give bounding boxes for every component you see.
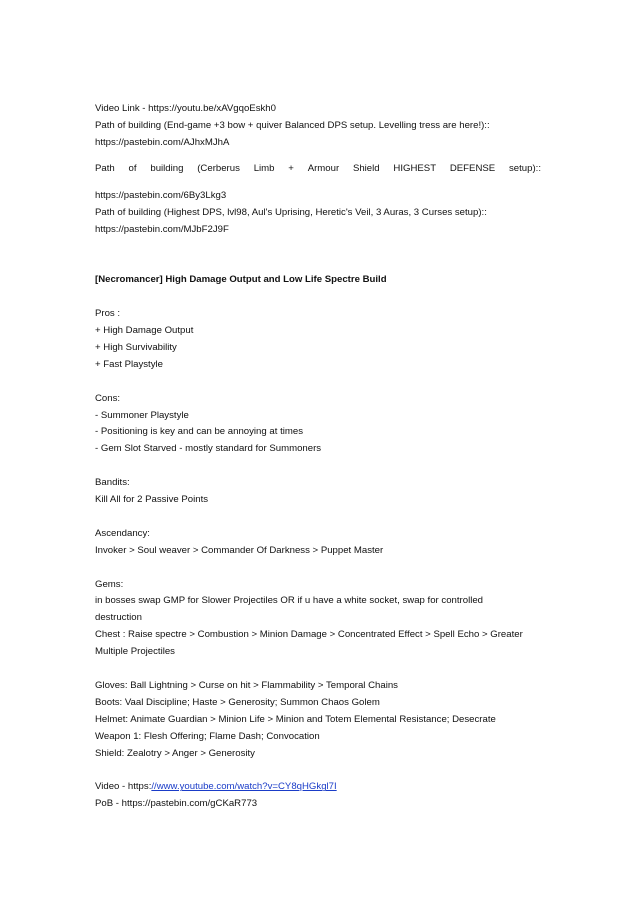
cons-item: - Summoner Playstyle — [95, 409, 189, 421]
pob2-word: (Cerberus — [197, 163, 240, 175]
pros-heading: Pros : — [95, 308, 121, 320]
pob1-url: https://pastebin.com/AJhxMJhA — [95, 136, 230, 148]
footer-pob: PoB - https://pastebin.com/gCKaR773 — [95, 798, 258, 810]
cons-heading: Cons: — [95, 392, 121, 404]
pob2-word: Limb — [253, 163, 275, 175]
ascendancy-text: Invoker > Soul weaver > Commander Of Darkness > Puppet Master — [95, 544, 384, 556]
footer-video-line — [95, 779, 558, 796]
ascendancy-heading: Ascendancy: — [95, 527, 150, 539]
footer-video-link[interactable]: //www.youtube.com/watch?v=CY8qHGkgl7I — [151, 781, 337, 793]
helmet-gems: Helmet: Animate Guardian > Minion Life > Minion and Totem Elemental Resistance; Desecrate — [95, 713, 496, 725]
video-link-line: Video Link - https://youtu.be/xAVgqoEskh0 — [95, 103, 276, 114]
pob2-word: setup):: — [508, 163, 541, 175]
pob1-label: Path of building (End-game +3 bow + quiver Balanced DPS setup. Levelling tress are here!):: — [95, 119, 490, 131]
chest-gems: Chest : Raise spectre > Combustion > Minion Damage > Concentrated Effect > Spell Echo > Greater — [95, 629, 523, 641]
gems-note-cont: destruction — [95, 612, 142, 624]
shield-gems: Shield: Zealotry > Anger > Generosity — [95, 747, 255, 759]
pob2-url: https://pastebin.com/6By3Lkg3 — [95, 189, 227, 201]
pros-item: + High Survivability — [95, 341, 177, 353]
pob3-url: https://pastebin.com/MJbF2J9F — [95, 223, 229, 235]
bandits-text: Kill All for 2 Passive Points — [95, 494, 209, 506]
footer-video-prefix: Video - https: — [95, 781, 152, 793]
gloves-gems: Gloves: Ball Lightning > Curse on hit > Flammability > Temporal Chains — [95, 679, 398, 691]
gems-heading: Gems: — [95, 578, 124, 590]
pob2-word: HIGHEST — [393, 163, 437, 175]
chest-gems-cont: Multiple Projectiles — [95, 646, 175, 658]
pob2-word: of — [128, 163, 137, 175]
boots-gems: Boots: Vaal Discipline; Haste > Generosity; Summon Chaos Golem — [95, 696, 380, 708]
cons-item: - Positioning is key and can be annoying at times — [95, 426, 303, 438]
pob2-word: Armour — [307, 163, 340, 175]
gems-note: in bosses swap GMP for Slower Projectiles OR if u have a white socket, swap for controlled — [95, 595, 484, 607]
pros-item: + High Damage Output — [95, 325, 194, 337]
pob2-word: building — [150, 163, 184, 175]
pob2-word: Shield — [352, 163, 380, 175]
pob2-word: + — [288, 163, 294, 175]
weapon-gems: Weapon 1: Flesh Offering; Flame Dash; Convocation — [95, 730, 320, 742]
pob3-label: Path of building (Highest DPS, lvl98, Aul's Uprising, Heretic's Veil, 3 Auras, 3 Curses setup):: — [95, 206, 487, 218]
bandits-heading: Bandits: — [95, 477, 130, 489]
pros-item: + Fast Playstyle — [95, 358, 163, 370]
pob2-label — [95, 161, 541, 178]
pob2-word: DEFENSE — [449, 163, 496, 175]
build-title: [Necromancer] High Damage Output and Low Life Spectre Build — [95, 274, 387, 286]
pob2-word: Path — [95, 163, 115, 175]
cons-item: - Gem Slot Starved - mostly standard for Summoners — [95, 443, 322, 455]
